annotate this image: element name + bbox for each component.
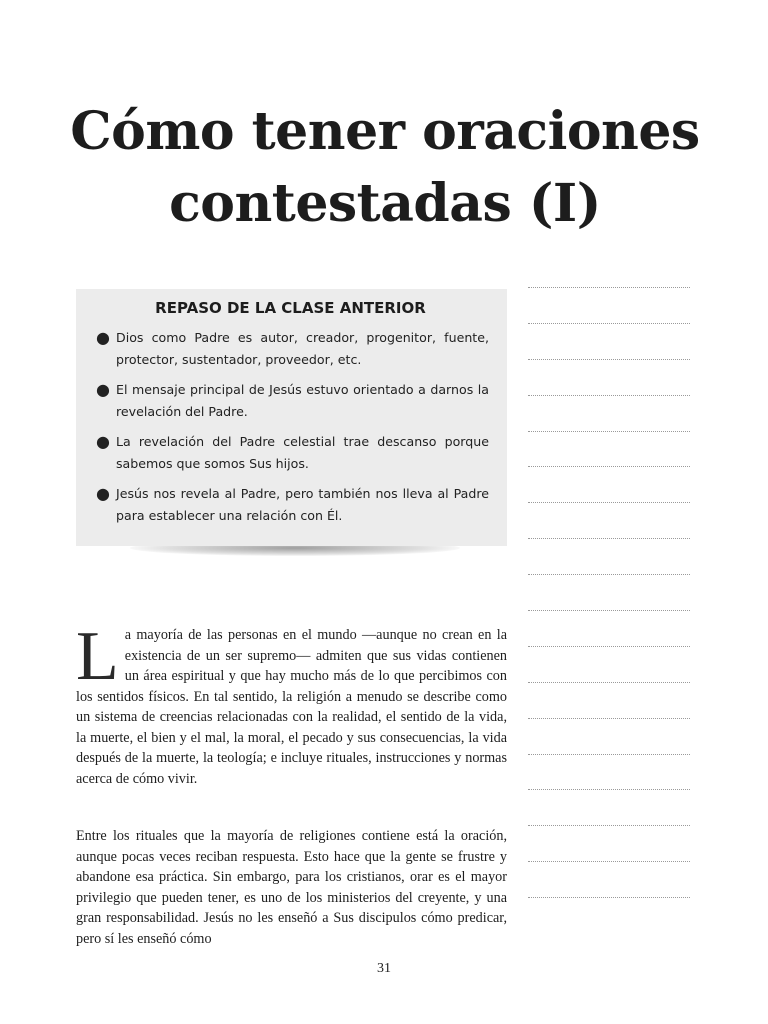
note-line <box>528 789 690 790</box>
title-line-1: Cómo tener oraciones <box>70 101 700 162</box>
note-line <box>528 718 690 719</box>
note-line <box>528 610 690 611</box>
note-line <box>528 825 690 826</box>
note-line <box>528 897 690 898</box>
review-heading: REPASO DE LA CLASE ANTERIOR <box>155 299 426 317</box>
note-line <box>528 431 690 432</box>
review-item-text: La revelación del Padre celestial trae descanso porque sabemos que somos Sus hijos. <box>116 434 489 471</box>
body-paragraph-1 <box>76 618 507 789</box>
review-item-text: El mensaje principal de Jesús estuvo orientado a darnos la revelación del Padre. <box>116 382 489 419</box>
note-line <box>528 754 690 755</box>
note-line <box>528 323 690 324</box>
note-line <box>528 466 690 467</box>
note-line <box>528 861 690 862</box>
note-line <box>528 395 690 396</box>
note-line <box>528 359 690 360</box>
review-item-text: Jesús nos revela al Padre, pero también nos lleva al Padre para establecer una relación con Él. <box>116 486 489 523</box>
review-box <box>76 289 507 546</box>
page-number: 31 <box>377 961 391 976</box>
note-line <box>528 538 690 539</box>
review-list <box>92 327 489 527</box>
bullet-icon: ● <box>96 380 110 399</box>
note-line <box>528 646 690 647</box>
bullet-icon: ● <box>96 484 110 503</box>
bullet-icon: ● <box>96 432 110 451</box>
note-line <box>528 502 690 503</box>
note-line <box>528 287 690 288</box>
note-line <box>528 682 690 683</box>
title-line-2: contestadas (I) <box>169 173 601 234</box>
review-item-text: Dios como Padre es autor, creador, progenitor, fuente, protector, sustentador, proveedor, etc. <box>116 330 489 367</box>
notes-lines <box>528 287 690 933</box>
review-item <box>92 327 489 371</box>
bullet-icon: ● <box>96 328 110 347</box>
drop-cap: L <box>76 618 119 695</box>
paragraph-1-text: a mayoría de las personas en el mundo —aunque no crean en la existencia de un ser supremo— admiten que sus vidas contienen un área espiritual y que hay mucho más de lo que percibimos con los sentidos físicos. En tal sentido, la religión a menudo se describe como un sistema de creencias relacionadas con la realidad, el sentido de la vida, la muerte, el bien y el mal, la moral, el pecado y sus consecuencias, la vida después de la muerte, la teología; e incluye rituales, instrucciones y normas acerca de cómo vivir. <box>76 627 507 787</box>
page-title <box>60 96 710 240</box>
body-paragraph-2: Entre los rituales que la mayoría de religiones contiene está la oración, aunque pocas veces reciban respuesta. Esto hace que la gente se frustre y abandone esa práctica. Sin embargo, para los cristianos, orar es el mayor privilegio que pueden tener, es uno de los ministerios del creyente, y una gran responsabilidad. Jesús no les enseñó a Sus discipulos cómo predicar, pero sí les enseñó cómo <box>76 828 507 947</box>
review-item <box>92 483 489 527</box>
note-line <box>528 574 690 575</box>
review-item <box>92 431 489 475</box>
review-item <box>92 379 489 423</box>
